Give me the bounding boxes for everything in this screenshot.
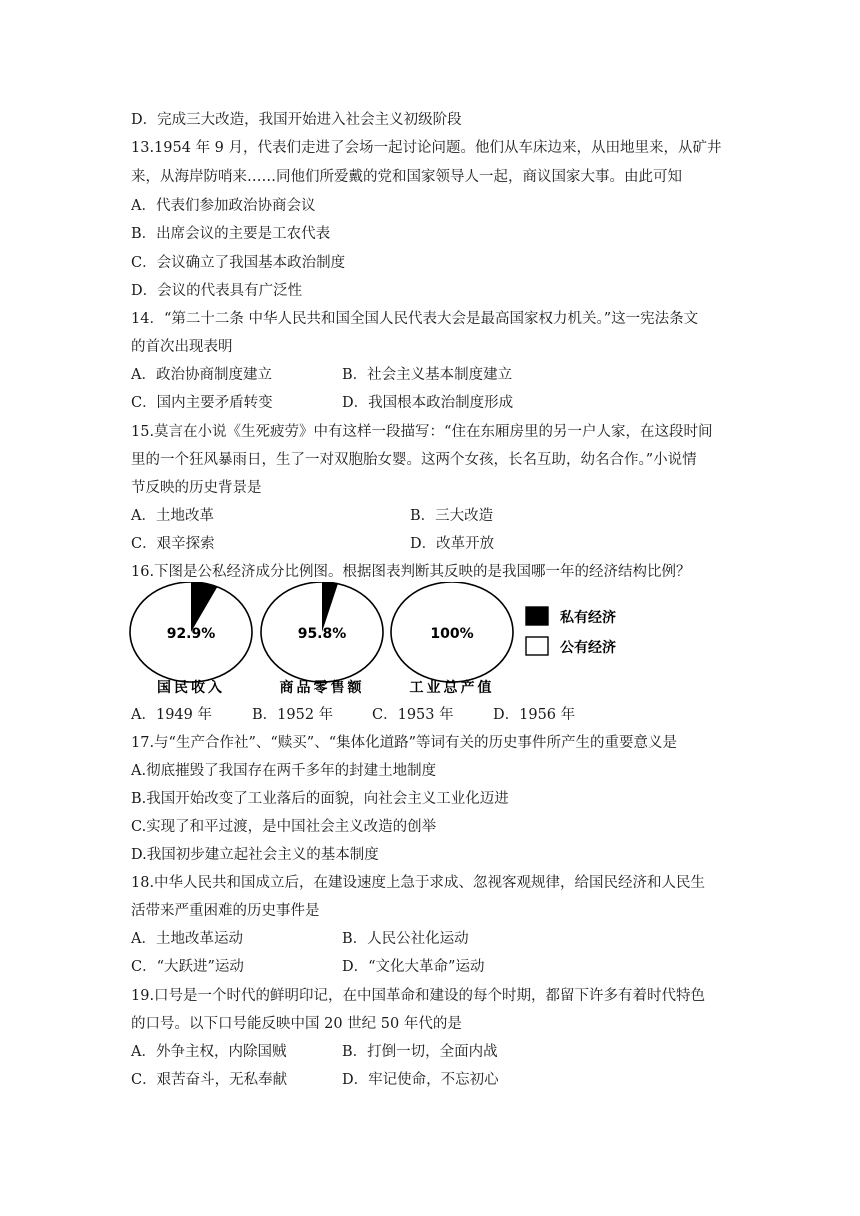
q12-option-d: D．完成三大改造，我国开始进入社会主义初级阶段 <box>131 112 462 128</box>
q16-option-c: C．1953 年 <box>372 707 454 723</box>
q16-option-b: B．1952 年 <box>252 707 334 723</box>
q19-stem-line2: 的口号。以下口号能反映中国 20 世纪 50 年代的是 <box>131 1016 462 1032</box>
q17-option-a: A.彻底摧毁了我国存在两千多年的封建土地制度 <box>131 763 437 779</box>
q19-option-b: B．打倒一切，全面内战 <box>342 1044 498 1060</box>
q13-option-a: A．代表们参加政治协商会议 <box>131 198 316 214</box>
q13-stem-line2: 来，从海岸防哨来……同他们所爱戴的党和国家领导人一起，商议国家大事。由此可知 <box>131 169 682 185</box>
q14-stem-line2: 的首次出现表明 <box>131 339 233 355</box>
q15-stem-line2: 里的一个狂风暴雨日，生了一对双胞胎女婴。这两个女孩，长名互助，幼名合作。”小说情 <box>131 452 697 468</box>
q15-option-b: B．三大改造 <box>410 508 494 524</box>
q13-option-c: C．会议确立了我国基本政治制度 <box>131 255 346 271</box>
q15-stem-line3: 节反映的历史背景是 <box>131 480 262 496</box>
q17-option-c: C.实现了和平过渡，是中国社会主义改造的创举 <box>131 819 437 835</box>
pie-1-percent-label: 92.9% <box>166 626 216 642</box>
q16-option-d: D．1956 年 <box>493 707 576 723</box>
q13-option-b: B．出席会议的主要是工农代表 <box>131 226 331 242</box>
pie-2-caption: 商品零售额 <box>279 680 365 696</box>
pie-3-caption: 工业总产值 <box>409 680 495 696</box>
q18-option-d: D．“文化大革命”运动 <box>342 959 485 975</box>
q19-stem-line1: 19.口号是一个时代的鲜明印记，在中国革命和建设的每个时期，都留下许多有着时代特色 <box>131 988 706 1004</box>
q13-stem-line1: 13.1954 年 9 月，代表们走进了会场一起讨论问题。他们从车床边来，从田地里来，从矿井 <box>131 140 722 156</box>
q15-option-c: C．艰辛探索 <box>131 536 215 552</box>
pie-1-caption: 国民收入 <box>157 680 225 696</box>
legend-swatch-private <box>526 607 548 625</box>
q18-option-a: A．土地改革运动 <box>131 931 243 947</box>
q19-option-a: A．外争主权，内除国贼 <box>131 1044 287 1060</box>
q15-stem-line1: 15.莫言在小说《生死疲劳》中有这样一段描写：“住在东厢房里的另一户人家，在这段时间 <box>131 424 713 440</box>
q18-option-b: B．人民公社化运动 <box>342 931 469 947</box>
legend-label-private: 私有经济 <box>560 610 616 626</box>
legend <box>526 607 616 656</box>
legend-swatch-public <box>526 637 548 655</box>
q19-option-d: D．牢记使命，不忘初心 <box>342 1072 499 1088</box>
q13-option-d: D．会议的代表具有广泛性 <box>131 283 303 299</box>
q18-option-c: C．“大跃进”运动 <box>131 959 244 975</box>
q17-option-b: B.我国开始改变了工业落后的面貌，向社会主义工业化迈进 <box>131 791 509 807</box>
q19-option-c: C．艰苦奋斗，无私奉献 <box>131 1072 288 1088</box>
q14-option-a: A．政治协商制度建立 <box>131 367 272 383</box>
q16-stem: 16.下图是公私经济成分比例图。根据图表判断其反映的是我国哪一年的经济结构比例？ <box>131 564 691 580</box>
q14-stem-line1: 14．“第二十二条 中华人民共和国全国人民代表大会是最高国家权力机关。”这一宪法条文 <box>131 311 699 327</box>
q17-stem: 17.与“生产合作社”、“赎买”、“集体化道路”等词有关的历史事件所产生的重要意义是 <box>131 735 678 751</box>
economic-structure-pie-charts <box>124 582 664 700</box>
q15-option-d: D．改革开放 <box>410 536 495 552</box>
q14-option-d: D．我国根本政治制度形成 <box>342 395 514 411</box>
q18-stem-line2: 活带来严重困难的历史事件是 <box>131 903 320 919</box>
q15-option-a: A．土地改革 <box>131 508 214 524</box>
pie-3-percent-label: 100% <box>430 626 474 642</box>
legend-label-public: 公有经济 <box>560 640 616 656</box>
q17-option-d: D.我国初步建立起社会主义的基本制度 <box>131 847 379 863</box>
q16-option-a: A．1949 年 <box>131 707 212 723</box>
q18-stem-line1: 18.中华人民共和国成立后，在建设速度上急于求成、忽视客观规律，给国民经济和人民生 <box>131 875 706 891</box>
q14-option-b: B．社会主义基本制度建立 <box>342 367 513 383</box>
q14-option-c: C．国内主要矛盾转变 <box>131 395 273 411</box>
pie-2-percent-label: 95.8% <box>297 626 347 642</box>
